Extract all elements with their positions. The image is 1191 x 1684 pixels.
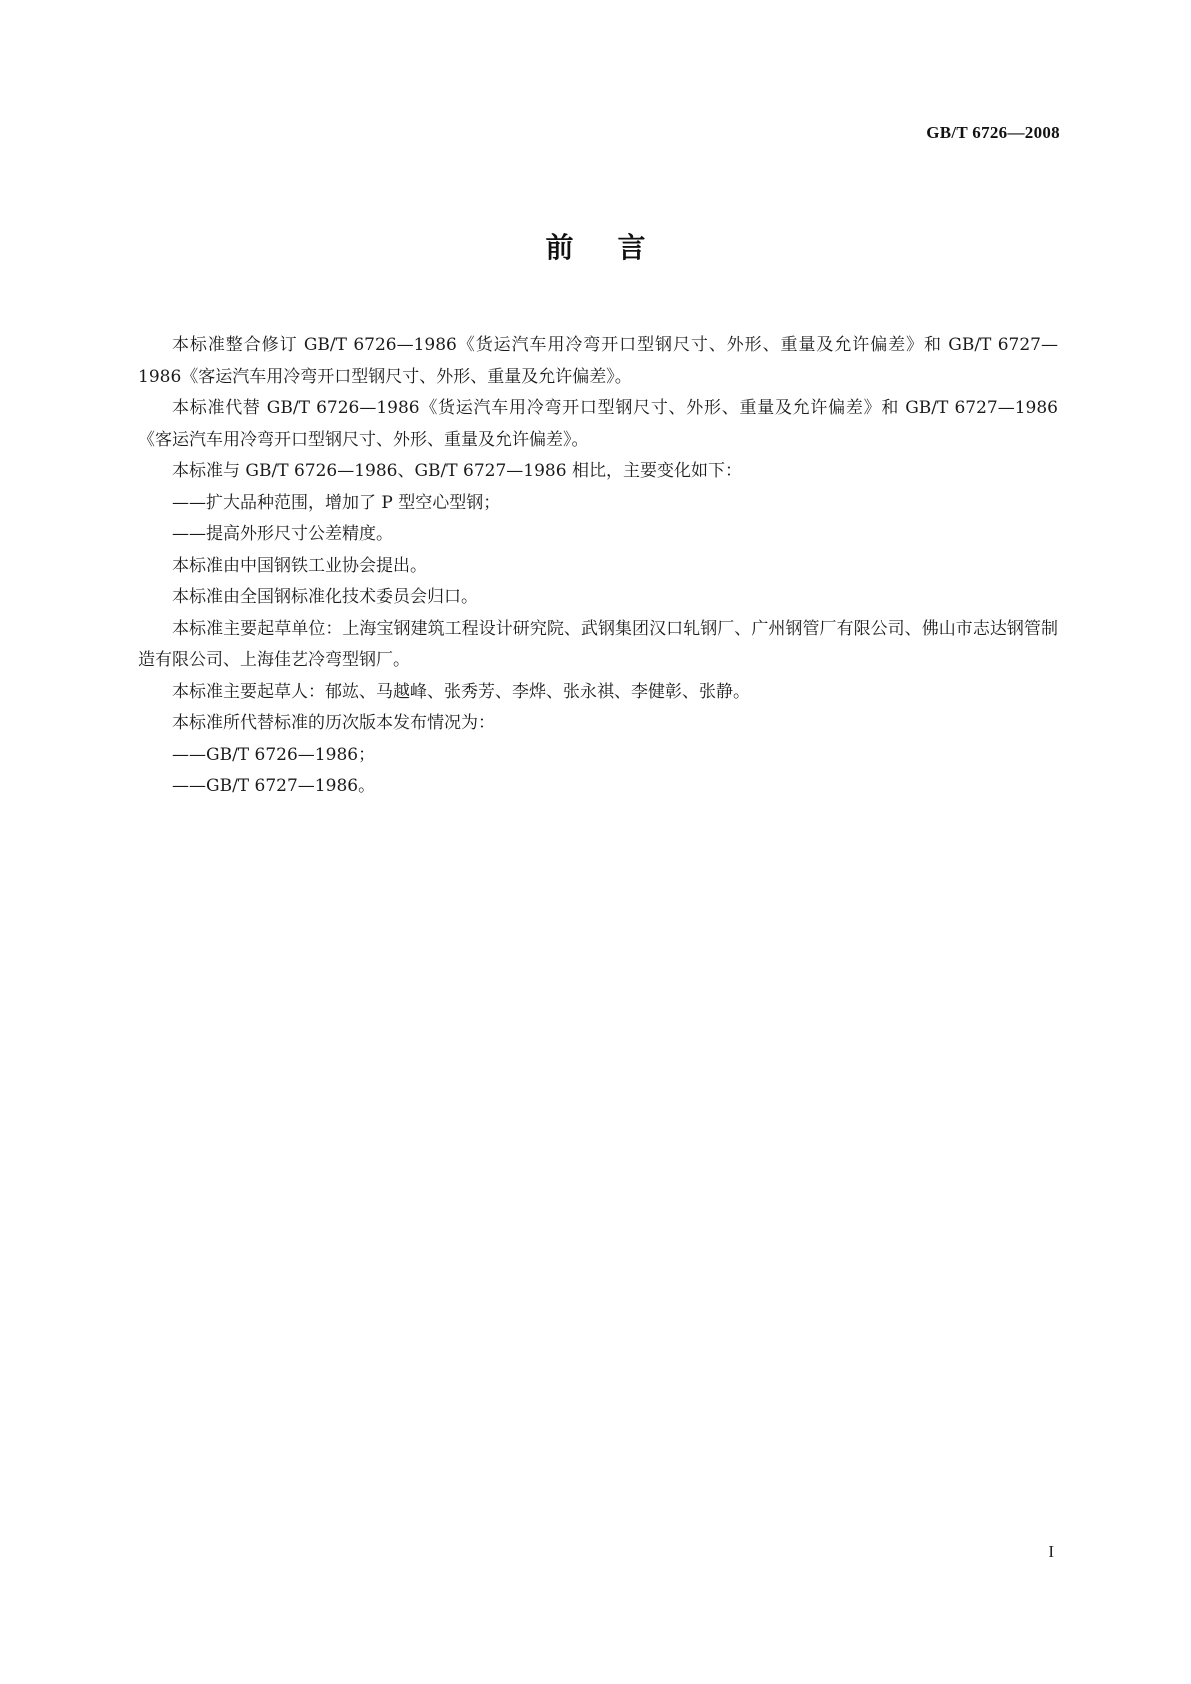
paragraph-drafting-units: 本标准主要起草单位：上海宝钢建筑工程设计研究院、武钢集团汉口轧钢厂、广州钢管厂有限公司、佛山市志达钢管制造有限公司、上海佳艺冷弯型钢厂。 (138, 618, 1058, 670)
paragraph-proposer: 本标准由中国钢铁工业协会提出。 (172, 555, 427, 576)
paragraph-changes-intro: 本标准与 GB/T 6726—1986、GB/T 6727—1986 相比，主要变化如下： (172, 461, 742, 481)
list-item-change-2: ——提高外形尺寸公差精度。 (172, 524, 393, 544)
paragraph-drafters: 本标准主要起草人：郁竑、马越峰、张秀芳、李烨、张永祺、李健彰、张静。 (172, 681, 750, 702)
list-item-history-1: ——GB/T 6726—1986； (172, 744, 376, 765)
list-item-change-1: ——扩大品种范围，增加了 P 型空心型钢； (172, 492, 501, 513)
page-title: 前言 (545, 231, 690, 264)
list-item-history-2: ——GB/T 6727—1986。 (172, 776, 376, 796)
page-number: I (1048, 1542, 1054, 1561)
foreword-body (138, 330, 1058, 803)
paragraph-administrator: 本标准由全国钢标准化技术委员会归口。 (172, 587, 478, 607)
paragraph-replacement: 本标准代替 GB/T 6726—1986《货运汽车用冷弯开口型钢尺寸、外形、重量及允许偏差》和 GB/T 6727—1986《客运汽车用冷弯开口型钢尺寸、外形、重量及允许偏差》。 (138, 398, 1058, 450)
standard-code-header: GB/T 6726—2008 (926, 123, 1060, 142)
paragraph-integration: 本标准整合修订 GB/T 6726—1986《货运汽车用冷弯开口型钢尺寸、外形、重量及允许偏差》和 GB/T 6727—1986《客运汽车用冷弯开口型钢尺寸、外形、重量及允许偏差》。 (138, 335, 1058, 387)
paragraph-history-intro: 本标准所代替标准的历次版本发布情况为： (172, 713, 495, 733)
